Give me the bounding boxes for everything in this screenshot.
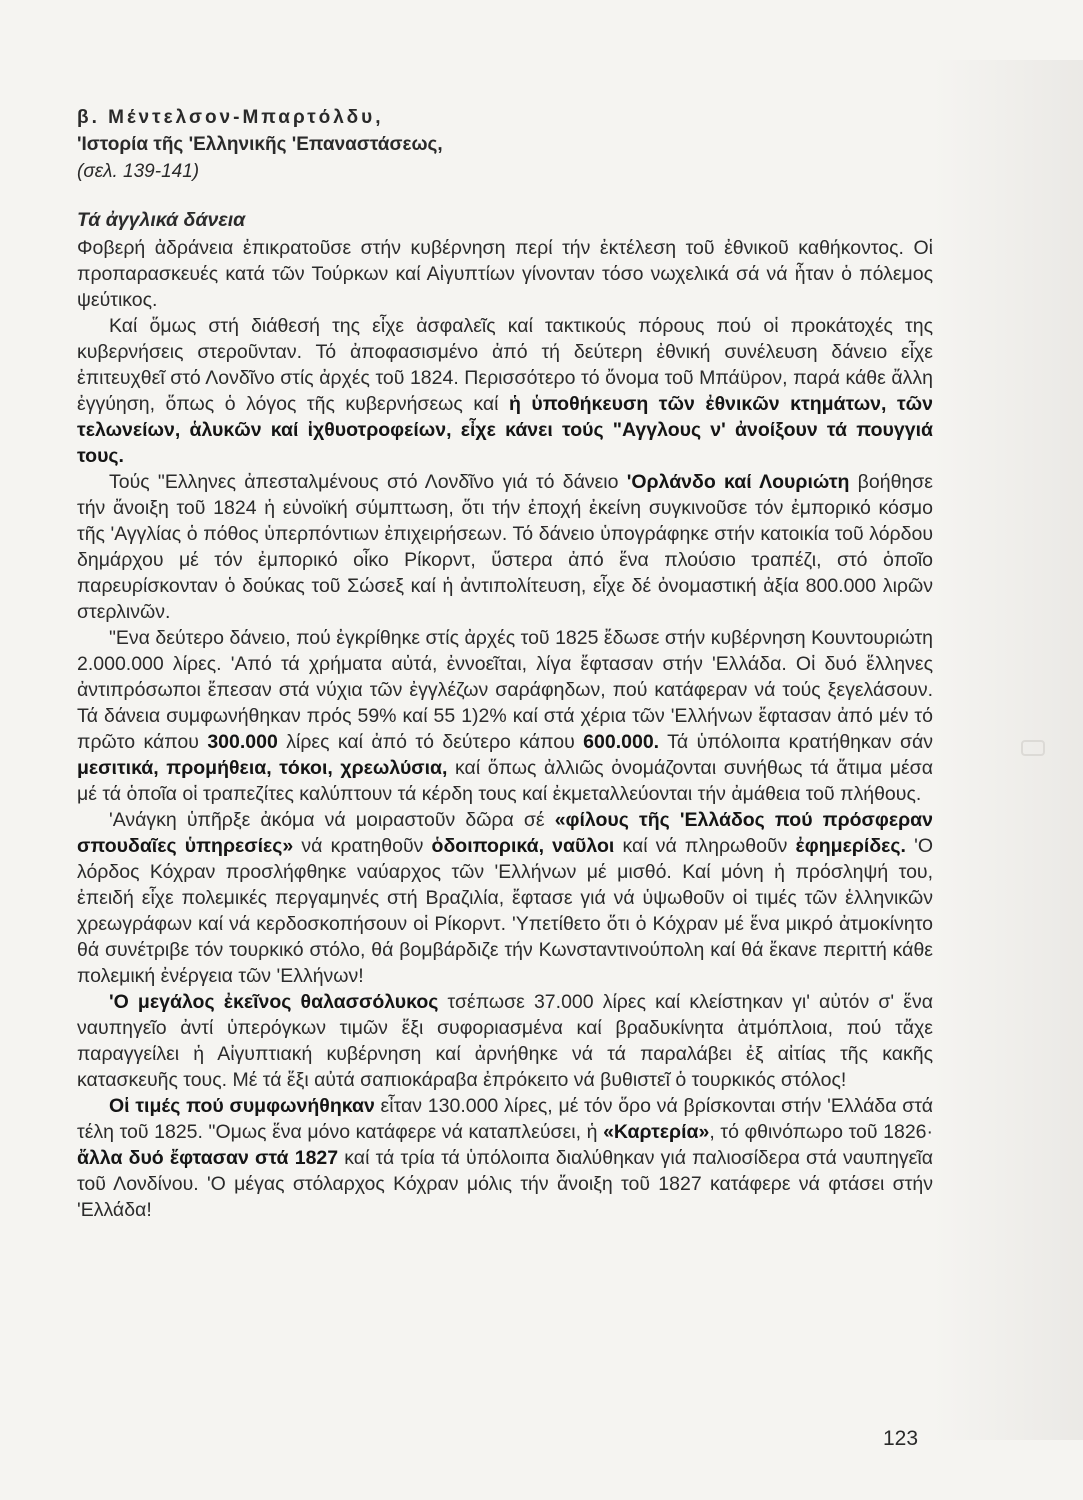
bleed-through-mark bbox=[1023, 1120, 1043, 1132]
text-run: , τό φθινόπωρο τοῦ 1826· bbox=[709, 1121, 933, 1143]
text-run: 'Ο λόρδος Κόχραν προσλήφθηκε ναύαρχος τῶν 'Ελλήνων μέ μισθό. Καί μόνη ἡ πρόσληψή του, ἐπειδή εἶχε πολεμικές περγαμηνές στή Βραζιλία, ἔφτασε γιά νά ὑψωθοῦν οἱ τιμές τῶν ἑλληνικῶν χρεωγράφων καί νά κερδοσκοπήσουν οἱ Ρίκορντ. 'Υπετίθετο ὅτι ὁ Κόχραν μέ ἕνα μικρό ἀτμοκίνητο θά συνέτριβε τόν τουρκικό στόλο, θά βομβάρδιζε τήν Κωνσταντινούπολη καί θά ἔκανε περιττή κάθε πολεμική ἐνέργεια τῶν 'Ελλήνων! bbox=[77, 835, 933, 987]
bleed-through-mark bbox=[1021, 740, 1045, 756]
text-run: τσέπωσε 37.000 λίρες καί κλείστηκαν γι' αὐτόν σ' ἕνα ναυπηγεῖο ἀντί ὑπερόγκων τιμῶν ἕξι συφοριασμένα καί βραδυκίνητα ἀτμόπλοια, πού τἄχε παραγγείλει ἡ Αἰγυπτιακή κυβέρνηση καί ἀρνήθηκε νά τά παραλάβει ἐξ αἰτίας τῆς κακῆς κατασκευῆς τους. Μέ τά ἕξι αὐτά σαπιοκάραβα ἐπρόκειτο νά βυθιστεῖ ὁ τουρκικός στόλος! bbox=[77, 991, 933, 1091]
text-run: καί ὅπως ἀλλιῶς ὀνομάζονται συνήθως τά ἄτιμα μέσα μέ τά ὁποῖα οἱ τραπεζίτες καλύπτουν τά κέρδη τους καί ἐκμεταλλεύονται τήν ἀμάθεια τοῦ πλήθους. bbox=[77, 757, 933, 805]
source-book-title: 'Ιστορία τῆς 'Ελληνικῆς 'Επαναστάσεως, bbox=[77, 134, 443, 155]
text-run: λίρες καί ἀπό τό δεύτερο κάπου bbox=[277, 731, 584, 753]
bold-text: «φίλους τῆς 'Ελλάδος πού πρόσφεραν σπουδαῖες ὑπηρεσίες» bbox=[77, 809, 933, 857]
facing-page-bleed-through bbox=[933, 60, 1083, 1440]
bold-text: μεσιτικά, προμήθεια, τόκοι, χρεωλύσια, bbox=[77, 757, 448, 779]
bold-text: 'Ορλάνδο καί Λουριώτη bbox=[626, 471, 850, 493]
text-run: Τούς "Ελληνες ἀπεσταλμένους στό Λονδῖνο γιά τό δάνειο bbox=[109, 471, 627, 493]
bold-text: Οἱ τιμές πού συμφωνήθηκαν bbox=[109, 1095, 375, 1117]
text-run: καί νά πληρωθοῦν bbox=[614, 835, 796, 857]
bold-text: ἡ ὑποθήκευση τῶν ἐθνικῶν κτημάτων, τῶν τελωνείων, ἁλυκῶν καί ἰχθυοτροφείων, εἶχε κάνει τούς "Αγγλους ν' ἀνοίξουν τά πουγγιά τους. bbox=[77, 393, 934, 467]
bold-text: ἄλλα δυό ἔφτασαν στά 1827 bbox=[77, 1147, 339, 1169]
paragraph bbox=[77, 1093, 933, 1223]
paragraph bbox=[77, 313, 933, 469]
text-run: Καί ὅμως στή διάθεσή της εἶχε ἀσφαλεῖς καί τακτικούς πόρους πού οἱ προκάτοχές της κυβερνήσεις στεροῦνταν. Τό ἀποφασισμένο ἀπό τή δεύτερη ἐθνική συνέλευση δάνειο εἶχε ἐπιτευχθεῖ στό Λονδῖνο στίς ἀρχές τοῦ 1824. Περισσότερο τό ὄνομα τοῦ Μπάϋρον, παρά κάθε ἄλλη ἐγγύηση, ὅπως ὁ λόγος τῆς κυβερνήσεως καί bbox=[77, 315, 933, 415]
text-run: εἶταν 130.000 λίρες, μέ τόν ὅρο νά βρίσκονται στήν 'Ελλάδα στά τέλη τοῦ 1825. "Ομως ἕνα μόνο κατάφερε νά καταπλεύσει, ἡ bbox=[77, 1095, 933, 1143]
bold-text: 300.000 bbox=[207, 731, 278, 753]
paragraph bbox=[77, 989, 933, 1093]
text-run: βοήθησε τήν ἄνοιξη τοῦ 1824 ἡ εὐνοϊκή σύμπτωση, ὅτι τήν ἐποχή ἐκείνη συγκινοῦσε τόν ἐμπορικό κόσμο τῆς 'Αγγλίας ὁ πόθος ὑπερπόντιων ἐπιχειρήσεων. Τό δάνειο ὑπογράφηκε στήν κατοικία τοῦ λόρδου δημάρχου μέ τόν ἐμπορικό οἶκο Ρίκορντ, ὕστερα ἀπό ἕνα πλούσιο τραπέζι, στό ὁποῖο παρευρίσκονταν ὁ δούκας τοῦ Σώσεξ καί ἡ ἀντιπολίτευση, εἶχε δέ ὀνομαστική ἀξία 800.000 λιρῶν στερλινῶν. bbox=[77, 471, 933, 623]
paragraph bbox=[77, 807, 933, 989]
text-run: Φοβερή ἀδράνεια ἐπικρατοῦσε στήν κυβέρνηση περί τήν ἐκτέλεση τοῦ ἐθνικοῦ καθήκοντος. Οἱ προπαρασκευές κατά τῶν Τούρκων καί Αἰγυπτίων γίνονταν τόσο νωχελικά σά νά ἦταν ὁ πόλεμος ψεύτικος. bbox=[77, 237, 933, 311]
bold-text: ὁδοιπορικά, ναῦλοι bbox=[431, 835, 615, 857]
text-run: 'Ανάγκη ὑπῆρξε ἀκόμα νά μοιραστοῦν δῶρα σέ bbox=[109, 809, 555, 831]
body-text bbox=[77, 235, 933, 1223]
page-number: 123 bbox=[883, 1427, 919, 1450]
text-run: Τά ὑπόλοιπα κρατήθηκαν σάν bbox=[659, 731, 933, 753]
section-title: Τά ἀγγλικά δάνεια bbox=[77, 209, 246, 231]
source-pages: (σελ. 139-141) bbox=[77, 161, 200, 182]
bold-text: 600.000. bbox=[583, 731, 660, 753]
bold-text: 'Ο μεγάλος ἐκεῖνος θαλασσόλυκος bbox=[109, 991, 439, 1013]
text-run: "Ενα δεύτερο δάνειο, πού ἐγκρίθηκε στίς ἀρχές τοῦ 1825 ἔδωσε στήν κυβέρνηση Κουντουριώτη 2.000.000 λίρες. 'Από τά χρήματα αὐτά, ἐννοεῖται, λίγα ἔφτασαν στήν 'Ελλάδα. Οἱ δυό ἕλληνες ἀντιπρόσωποι ἔπεσαν στά νύχια τῶν ἐγγλέζων σαράφηδων, πού κατάφεραν νά τούς ξεγελάσουν. Τά δάνεια συμφωνήθηκαν πρός 59% καί 55 1)2% καί στά χέρια τῶν 'Ελλήνων ἔφτασαν ἀπό μέν τό πρῶτο κάπου bbox=[77, 627, 933, 753]
bold-text: ἐφημερίδες. bbox=[795, 835, 906, 857]
paragraph bbox=[77, 469, 933, 625]
text-run: καί τά τρία τά ὑπόλοιπα διαλύθηκαν γιά παλιοσίδερα στά ναυπηγεῖα τοῦ Λονδίνου. 'Ο μέγας στόλαρχος Κόχραν μόλις τήν ἄνοιξη τοῦ 1827 κατάφερε νά φτάσει στήν 'Ελλάδα! bbox=[77, 1147, 933, 1221]
source-author: β. Μέντελσον-Μπαρτόλδυ, bbox=[77, 107, 384, 128]
text-run: νά κρατηθοῦν bbox=[293, 835, 432, 857]
bold-text: «Καρτερία» bbox=[603, 1121, 710, 1143]
document-page bbox=[77, 104, 933, 1223]
paragraph bbox=[77, 625, 933, 807]
paragraph bbox=[77, 235, 933, 313]
